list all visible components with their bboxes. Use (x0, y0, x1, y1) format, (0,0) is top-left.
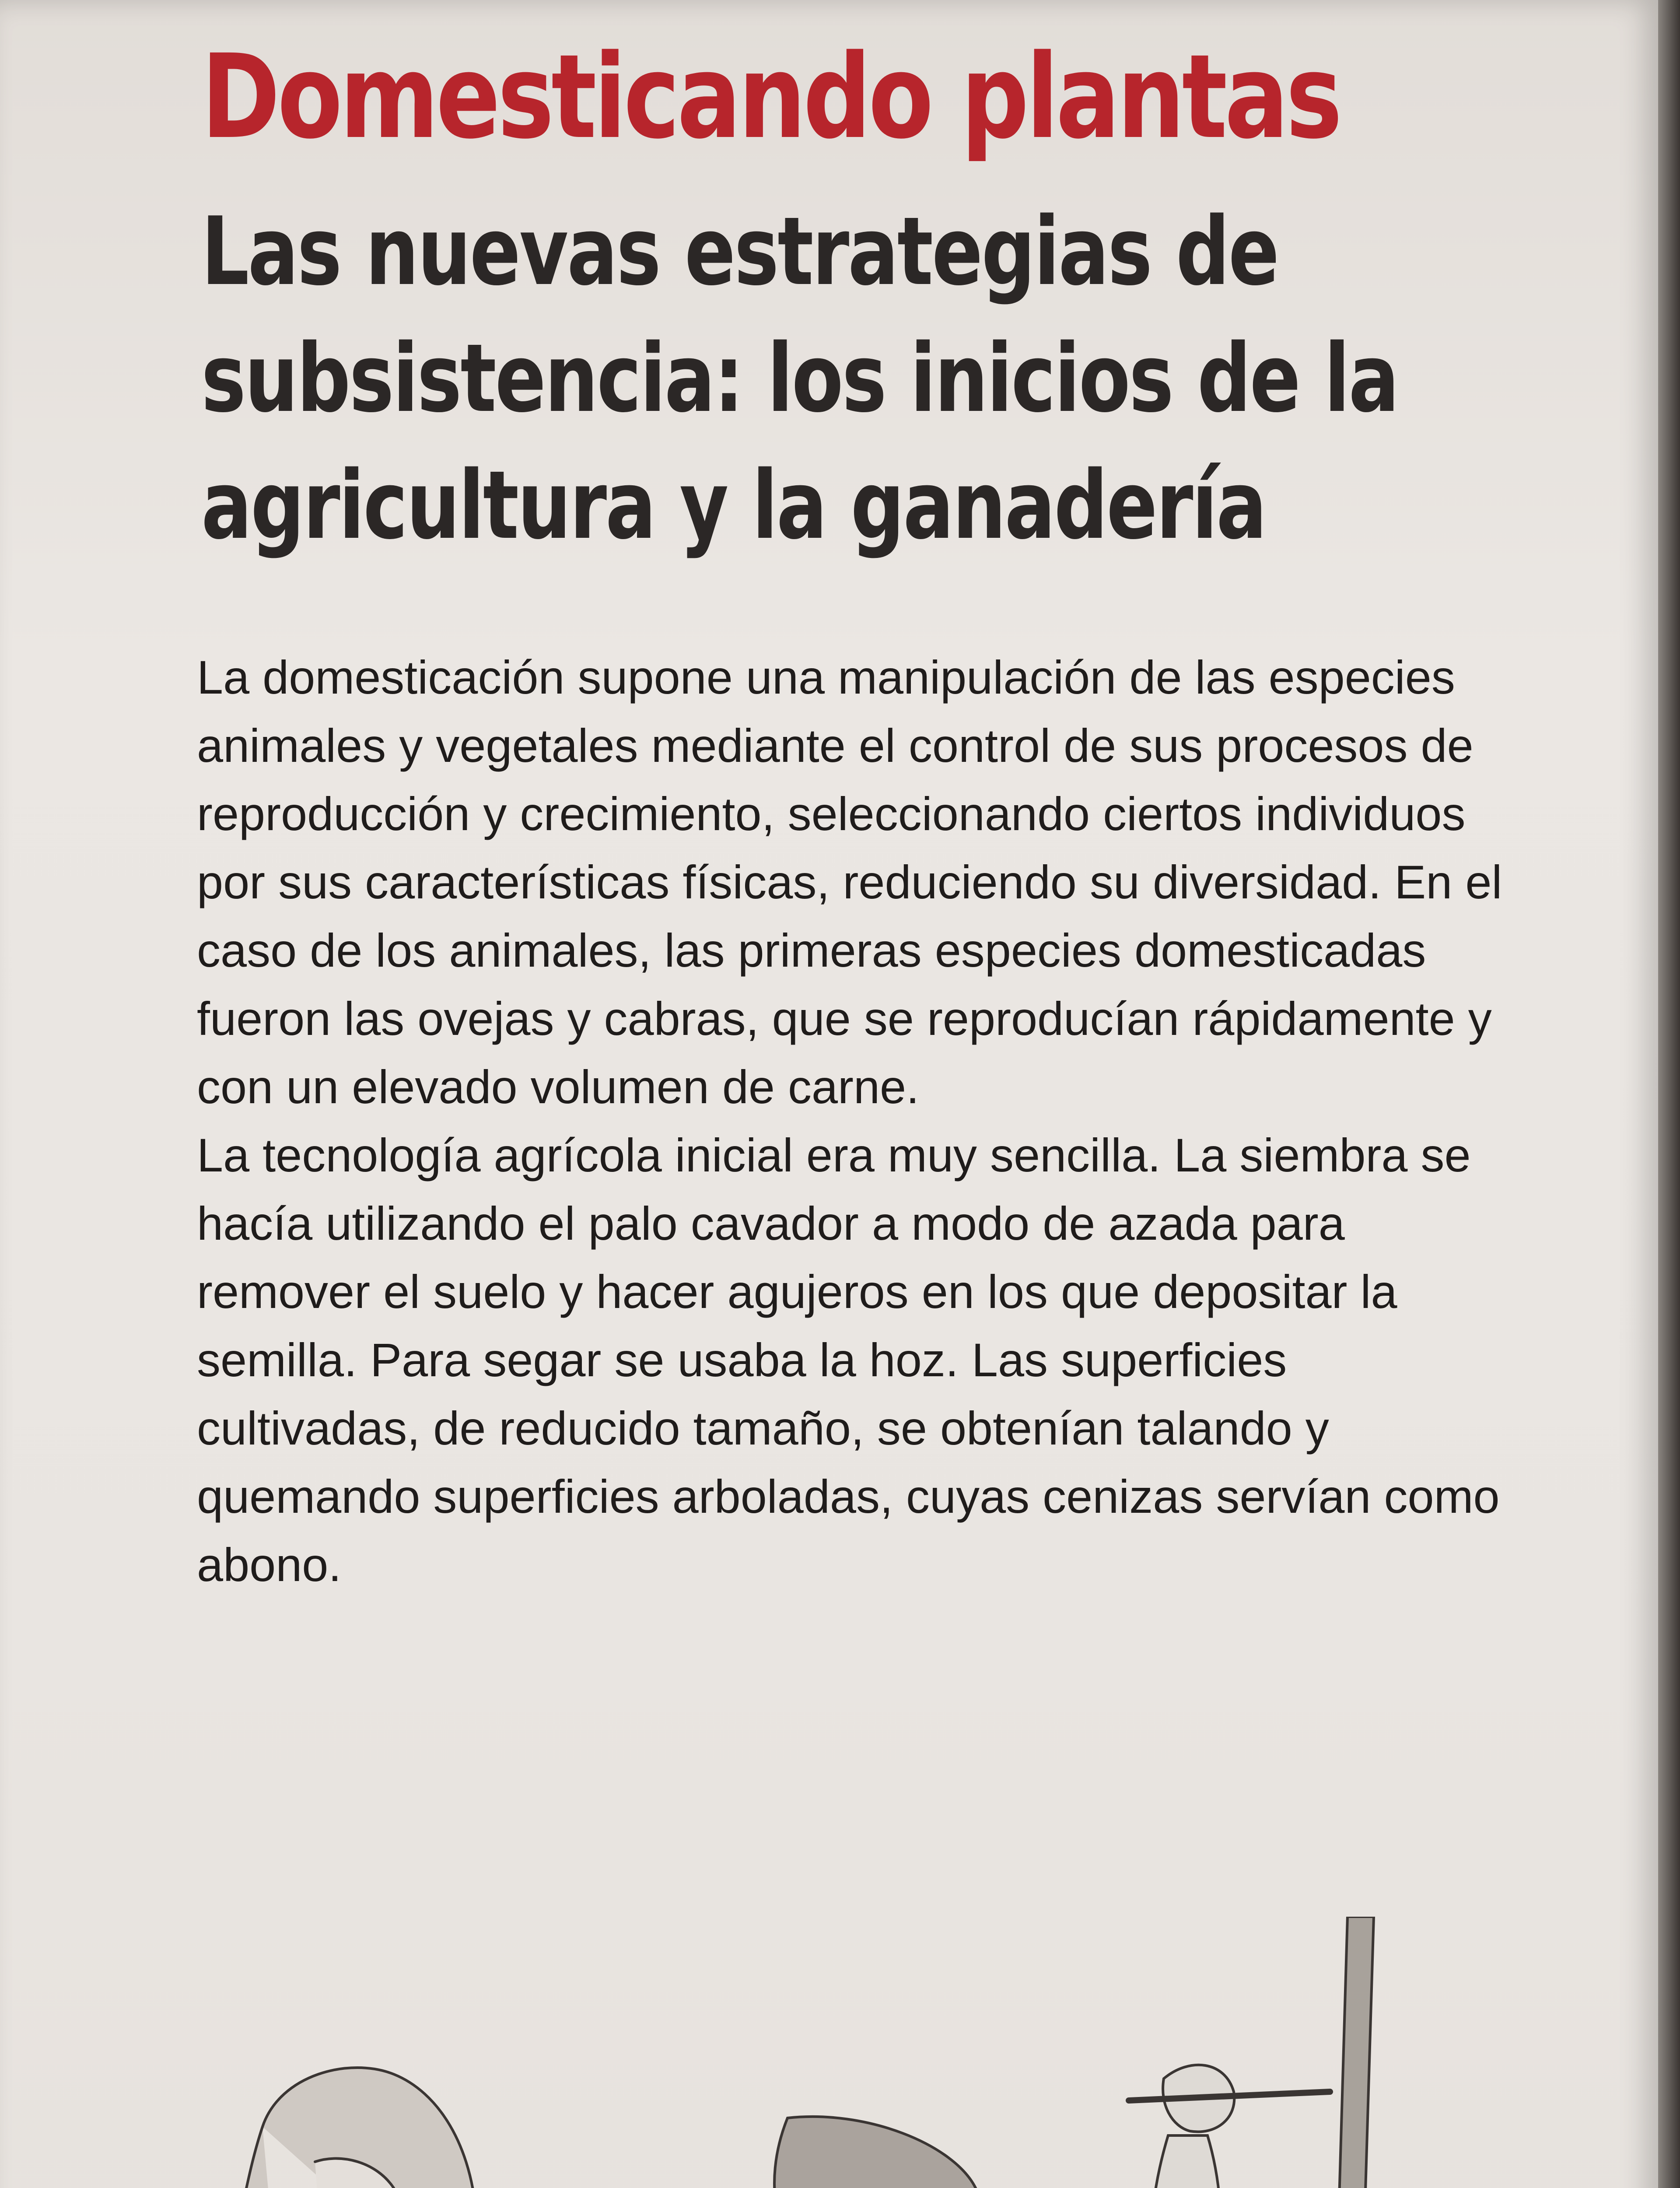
panel-subtitle: Las nuevas estrategias de subsistencia: los inicios de la agricultura y la ganadería (201, 196, 1398, 560)
wall-edge (1658, 0, 1680, 2188)
panel-body (197, 643, 1518, 1599)
paragraph-domestication: La domesticación supone una manipulación de las especies animales y vegetales mediante el control de sus procesos de reproducción y crecimiento, seleccionando ciertos individuos por sus características físicas, reduciendo su diversidad. En el caso de los animales, las primeras especies domesticadas fueron las ovejas y cabras, que se reproducían rápidamente y con un elevado volumen de carne. (197, 651, 1502, 1113)
man-felling-tree-icon (1129, 1917, 1400, 2188)
polished-stone-axe-head-icon (774, 2117, 976, 2188)
panel-title: Domesticando plantas (201, 30, 1340, 165)
woman-grinding-grain-icon (52, 2068, 640, 2188)
illustration-area (35, 1917, 1479, 2188)
paragraph-agricultural-technology: La tecnología agrícola inicial era muy sencilla. La siembra se hacía utilizando el palo cavador a modo de azada para remover el suelo y hacer agujeros en los que depositar la semilla. Para segar se usaba la hoz. Las superficies cultivadas, de reducido tamaño, se obtenían talando y quemando superficies arboladas, cuyas cenizas servían como abono. (197, 1129, 1500, 1591)
